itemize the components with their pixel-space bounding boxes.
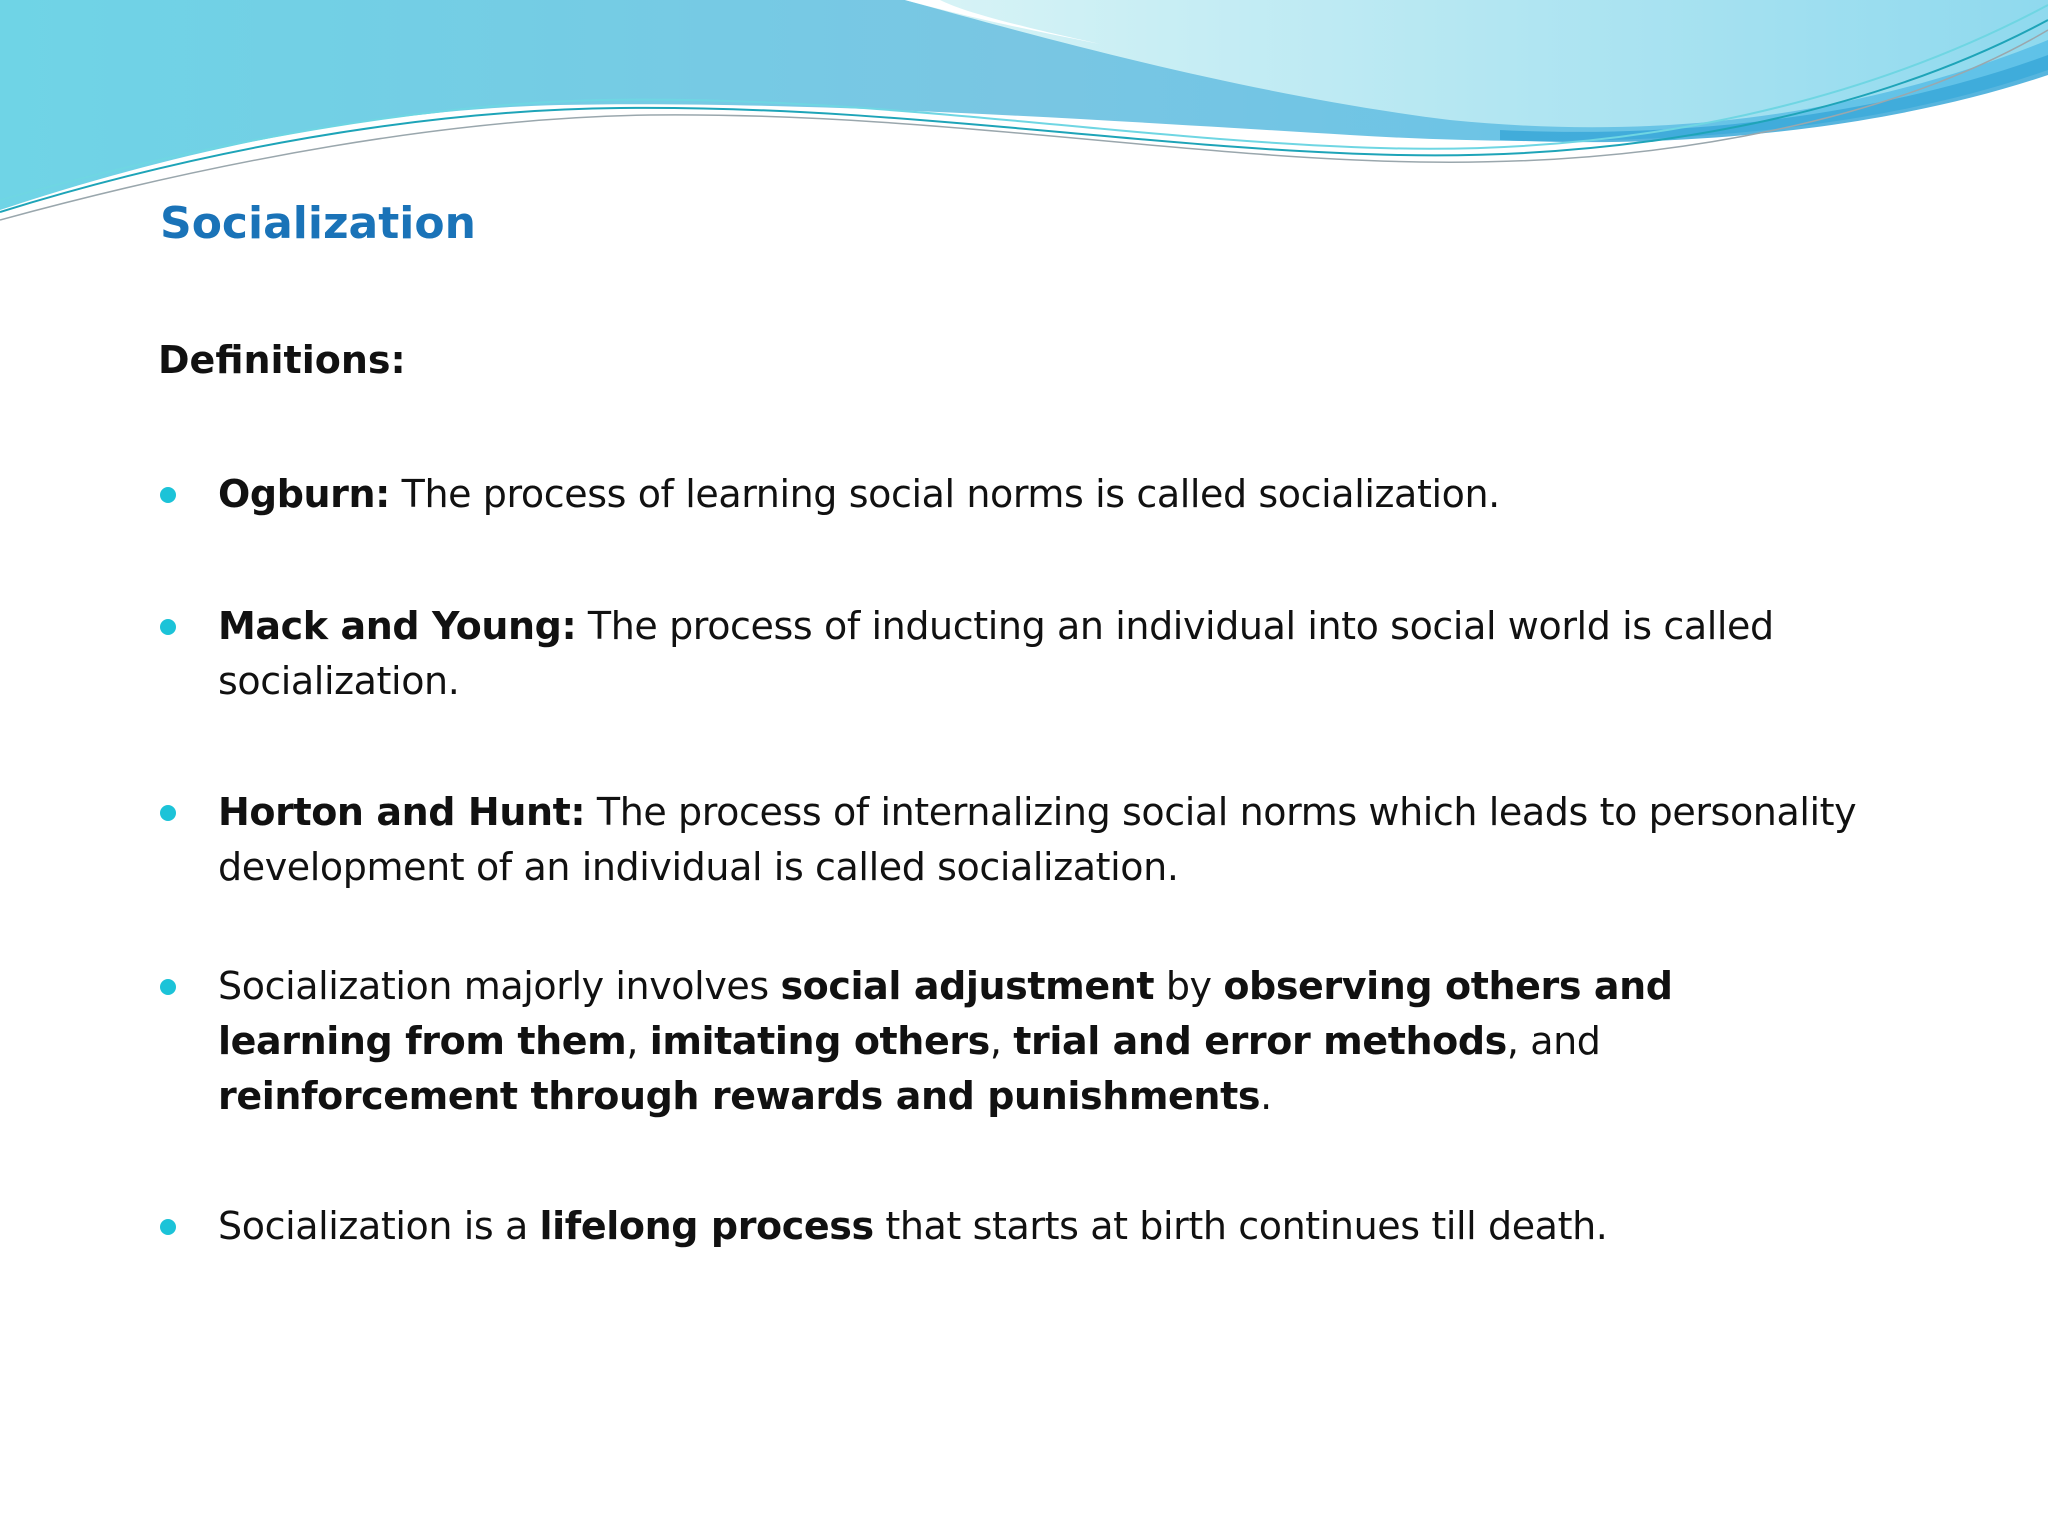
text-segment: ,: [626, 1019, 650, 1063]
bullet-dot-icon: [160, 487, 176, 503]
text-segment: ,: [989, 1019, 1014, 1063]
bullet-text: [218, 785, 1858, 895]
definitions-heading: Definitions:: [158, 338, 406, 382]
emphasis-imitating-others: imitating others: [649, 1019, 990, 1063]
text-segment: that starts at birth continues till death.: [873, 1204, 1608, 1248]
definition-text: The process of inducting an individual into social world is called socialization.: [218, 604, 1774, 703]
bullet-text: [218, 467, 1858, 522]
bullet-text: [218, 1199, 1858, 1254]
text-segment: by: [1154, 964, 1224, 1008]
author-name: Mack and Young:: [218, 604, 577, 648]
emphasis-trial-error: trial and error methods: [1013, 1019, 1507, 1063]
emphasis-observing-others: observing others and learning from them: [218, 964, 1673, 1063]
bullet-dot-icon: [160, 805, 176, 821]
emphasis-lifelong-process: lifelong process: [539, 1204, 874, 1248]
bullet-dot-icon: [160, 979, 176, 995]
text-segment: Socialization majorly involves: [218, 964, 781, 1008]
bullet-text: [218, 599, 1858, 709]
author-name: Horton and Hunt:: [218, 790, 586, 834]
definition-text: The process of internalizing social norms which leads to personality development of an individual is called socialization.: [218, 790, 1857, 889]
emphasis-reinforcement: reinforcement through rewards and punishments: [218, 1074, 1261, 1118]
text-segment: Socialization is a: [218, 1204, 540, 1248]
emphasis-social-adjustment: social adjustment: [780, 964, 1155, 1008]
bullet-dot-icon: [160, 1219, 176, 1235]
text-segment: , and: [1506, 1019, 1601, 1063]
bullet-dot-icon: [160, 619, 176, 635]
slide-title: Socialization: [160, 198, 476, 249]
author-name: Ogburn:: [218, 472, 390, 516]
text-segment: .: [1260, 1074, 1272, 1118]
definition-text: The process of learning social norms is called socialization.: [389, 472, 1500, 516]
bullet-text: [218, 959, 1858, 1124]
